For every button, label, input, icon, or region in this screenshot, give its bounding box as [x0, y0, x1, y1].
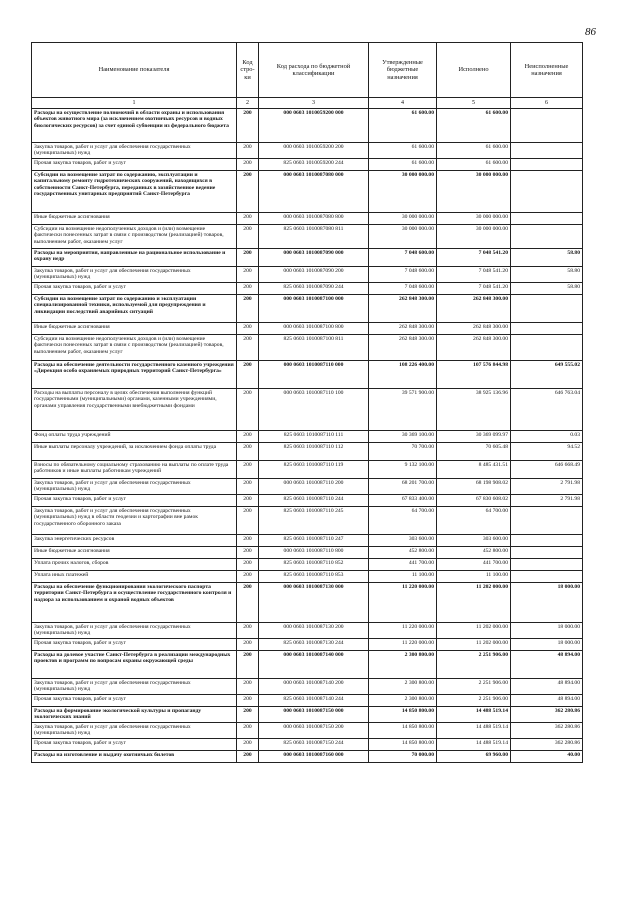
- table-body: [32, 109, 583, 763]
- table-row: [32, 267, 583, 283]
- row-line-code-cell: 200: [237, 507, 259, 535]
- col-number: 3: [259, 98, 369, 109]
- row-approved-cell: 2 300 800.00: [369, 695, 437, 707]
- row-line-code-cell: 200: [237, 283, 259, 295]
- row-executed-cell: 11 202 000.00: [437, 583, 511, 623]
- row-approved-cell: 30 000 000.00: [369, 225, 437, 249]
- row-remaining-cell: [511, 143, 583, 159]
- row-name-cell: Расходы на мероприятия, направленные на рациональное использование и охрану недр: [32, 249, 237, 267]
- row-name-cell: Иные выплаты персоналу учреждений, за исключением фонда оплаты труда: [32, 443, 237, 461]
- row-budget-code-cell: 000 0603 1010087130 200: [259, 623, 369, 639]
- row-name-cell: Прочая закупка товаров, работ и услуг: [32, 495, 237, 507]
- row-executed-cell: 38 925 136.96: [437, 389, 511, 431]
- row-remaining-cell: 646 668.49: [511, 461, 583, 479]
- row-approved-cell: 30 000 000.00: [369, 171, 437, 213]
- row-line-code-cell: 200: [237, 109, 259, 143]
- header-line: Код стро- ки: [237, 43, 259, 98]
- row-approved-cell: 11 220 000.00: [369, 583, 437, 623]
- table-row: [32, 639, 583, 651]
- table-row: [32, 739, 583, 751]
- row-line-code-cell: 200: [237, 651, 259, 679]
- row-line-code-cell: 200: [237, 479, 259, 495]
- row-remaining-cell: [511, 171, 583, 213]
- header-executed: Исполнено: [437, 43, 511, 98]
- row-approved-cell: 452 800.00: [369, 547, 437, 559]
- row-executed-cell: 14 488 519.14: [437, 739, 511, 751]
- row-approved-cell: 61 600.00: [369, 143, 437, 159]
- row-budget-code-cell: 000 0603 1010087080 800: [259, 213, 369, 225]
- row-remaining-cell: [511, 295, 583, 323]
- row-budget-code-cell: 000 0603 1010087100 000: [259, 295, 369, 323]
- row-remaining-cell: 362 280.86: [511, 707, 583, 723]
- row-budget-code-cell: 825 0603 1010087140 244: [259, 695, 369, 707]
- row-name-cell: Расходы на осуществление полномочий в области охраны и использования объектов животного мира (за исключением охотничьих ресурсов и водных биологических ресурсов) за счет единой субвенции из федерального бюджета: [32, 109, 237, 143]
- row-budget-code-cell: 000 0603 1010059200 000: [259, 109, 369, 143]
- row-name-cell: Прочая закупка товаров, работ и услуг: [32, 739, 237, 751]
- row-budget-code-cell: 000 0603 1010087140 200: [259, 679, 369, 695]
- row-remaining-cell: 362 280.86: [511, 723, 583, 739]
- row-approved-cell: 9 132 100.00: [369, 461, 437, 479]
- row-remaining-cell: [511, 159, 583, 171]
- row-line-code-cell: 200: [237, 361, 259, 389]
- row-remaining-cell: 58.80: [511, 267, 583, 283]
- row-name-cell: Субсидии на возмещение недополученных доходов и (или) возмещение фактически понесенных затрат в связи с производством (реализацией) товаров, выполнением работ, оказанием услуг: [32, 225, 237, 249]
- row-line-code-cell: 200: [237, 171, 259, 213]
- row-name-cell: Уплата иных платежей: [32, 571, 237, 583]
- table-row: [32, 335, 583, 361]
- row-budget-code-cell: 000 0603 1010087130 000: [259, 583, 369, 623]
- row-approved-cell: 30 369 100.00: [369, 431, 437, 443]
- row-remaining-cell: 0.03: [511, 431, 583, 443]
- row-approved-cell: 14 850 800.00: [369, 723, 437, 739]
- row-approved-cell: 262 848 300.00: [369, 323, 437, 335]
- row-executed-cell: 61 600.00: [437, 109, 511, 143]
- row-remaining-cell: [511, 547, 583, 559]
- row-name-cell: Фонд оплаты труда учреждений: [32, 431, 237, 443]
- row-name-cell: Закупка энергетических ресурсов: [32, 535, 237, 547]
- row-executed-cell: 2 251 906.00: [437, 651, 511, 679]
- table-row: [32, 213, 583, 225]
- row-line-code-cell: 200: [237, 389, 259, 431]
- row-line-code-cell: 200: [237, 225, 259, 249]
- row-line-code-cell: 200: [237, 695, 259, 707]
- table-row: [32, 361, 583, 389]
- row-budget-code-cell: 000 0603 1010087080 000: [259, 171, 369, 213]
- row-name-cell: Уплата прочих налогов, сборов: [32, 559, 237, 571]
- row-budget-code-cell: 000 0603 1010087110 000: [259, 361, 369, 389]
- row-approved-cell: 2 300 800.00: [369, 651, 437, 679]
- table-row: [32, 109, 583, 143]
- column-number-row: [32, 98, 583, 109]
- row-executed-cell: 262 848 300.00: [437, 323, 511, 335]
- row-name-cell: Прочая закупка товаров, работ и услуг: [32, 695, 237, 707]
- header-code: Код расхода по бюджетной классификации: [259, 43, 369, 98]
- row-approved-cell: 67 833 400.00: [369, 495, 437, 507]
- row-remaining-cell: [511, 213, 583, 225]
- row-name-cell: Закупка товаров, работ и услуг для обеспечения государственных (муниципальных) нужд: [32, 623, 237, 639]
- row-name-cell: Закупка товаров, работ и услуг для обеспечения государственных (муниципальных) нужд в области геодезии и картографии вне рамок государственного оборонного заказа: [32, 507, 237, 535]
- row-executed-cell: 2 251 906.00: [437, 679, 511, 695]
- row-approved-cell: 108 226 400.00: [369, 361, 437, 389]
- row-remaining-cell: [511, 507, 583, 535]
- row-executed-cell: 441 700.00: [437, 559, 511, 571]
- row-remaining-cell: 18 000.00: [511, 583, 583, 623]
- row-remaining-cell: 18 000.00: [511, 639, 583, 651]
- col-number: 1: [32, 98, 237, 109]
- row-approved-cell: 64 700.00: [369, 507, 437, 535]
- row-remaining-cell: [511, 109, 583, 143]
- table-row: [32, 651, 583, 679]
- row-line-code-cell: 200: [237, 623, 259, 639]
- row-approved-cell: 303 600.00: [369, 535, 437, 547]
- row-approved-cell: 7 048 600.00: [369, 267, 437, 283]
- row-executed-cell: 7 048 541.20: [437, 267, 511, 283]
- row-budget-code-cell: 000 0603 1010087140 000: [259, 651, 369, 679]
- table-row: [32, 431, 583, 443]
- row-remaining-cell: [511, 335, 583, 361]
- row-approved-cell: 11 100.00: [369, 571, 437, 583]
- row-name-cell: Субсидии на возмещение затрат по содержанию и эксплуатации специализированной техники, используемой для предупреждения и ликвидации последствий аварийных ситуаций: [32, 295, 237, 323]
- row-budget-code-cell: 825 0603 1010087110 111: [259, 431, 369, 443]
- table-row: [32, 583, 583, 623]
- row-remaining-cell: 18 000.00: [511, 623, 583, 639]
- row-name-cell: Расходы на выплаты персоналу в целях обеспечения выполнения функций государственными (муниципальными) органами, казенными учреждениями, органами управления государственными внебюджетными фондами: [32, 389, 237, 431]
- row-line-code-cell: 200: [237, 213, 259, 225]
- table-row: [32, 283, 583, 295]
- row-approved-cell: 441 700.00: [369, 559, 437, 571]
- row-name-cell: Иные бюджетные ассигнования: [32, 213, 237, 225]
- row-budget-code-cell: 000 0603 1010059200 200: [259, 143, 369, 159]
- table-row: [32, 225, 583, 249]
- row-executed-cell: 7 048 541.20: [437, 249, 511, 267]
- row-budget-code-cell: 000 0603 1010087110 200: [259, 479, 369, 495]
- row-remaining-cell: 362 280.86: [511, 739, 583, 751]
- row-line-code-cell: 200: [237, 707, 259, 723]
- col-number: 5: [437, 98, 511, 109]
- row-budget-code-cell: 825 0603 1010087080 811: [259, 225, 369, 249]
- table-row: [32, 495, 583, 507]
- row-line-code-cell: 200: [237, 323, 259, 335]
- row-name-cell: Прочая закупка товаров, работ и услуг: [32, 283, 237, 295]
- table-row: [32, 723, 583, 739]
- row-budget-code-cell: 825 0603 1010059200 244: [259, 159, 369, 171]
- row-line-code-cell: 200: [237, 249, 259, 267]
- row-budget-code-cell: 825 0603 1010087110 119: [259, 461, 369, 479]
- row-budget-code-cell: 825 0603 1010087090 244: [259, 283, 369, 295]
- row-approved-cell: 61 600.00: [369, 159, 437, 171]
- row-budget-code-cell: 000 0603 1010087150 200: [259, 723, 369, 739]
- row-remaining-cell: [511, 559, 583, 571]
- table-row: [32, 171, 583, 213]
- row-line-code-cell: 200: [237, 739, 259, 751]
- row-executed-cell: 30 000 000.00: [437, 225, 511, 249]
- table-row: [32, 249, 583, 267]
- row-name-cell: Закупка товаров, работ и услуг для обеспечения государственных (муниципальных) нужд: [32, 679, 237, 695]
- row-name-cell: Закупка товаров, работ и услуг для обеспечения государственных (муниципальных) нужд: [32, 267, 237, 283]
- row-approved-cell: 7 048 600.00: [369, 249, 437, 267]
- row-remaining-cell: 58.80: [511, 249, 583, 267]
- row-remaining-cell: 646 763.04: [511, 389, 583, 431]
- row-name-cell: Расходы на обеспечение функционирования экологического паспорта территории Санкт-Петербурга и осуществление государственного контроля и надзора за использованием и охраной водных объектов: [32, 583, 237, 623]
- table-row: [32, 695, 583, 707]
- row-line-code-cell: 200: [237, 431, 259, 443]
- row-budget-code-cell: 000 0603 1010087090 000: [259, 249, 369, 267]
- header-name: Наименование показателя: [32, 43, 237, 98]
- row-approved-cell: 262 848 300.00: [369, 295, 437, 323]
- row-executed-cell: 11 100.00: [437, 571, 511, 583]
- row-line-code-cell: 200: [237, 443, 259, 461]
- row-remaining-cell: [511, 225, 583, 249]
- row-line-code-cell: 200: [237, 335, 259, 361]
- row-executed-cell: 68 198 908.02: [437, 479, 511, 495]
- row-executed-cell: 262 848 300.00: [437, 335, 511, 361]
- row-line-code-cell: 200: [237, 723, 259, 739]
- row-name-cell: Закупка товаров, работ и услуг для обеспечения государственных (муниципальных) нужд: [32, 723, 237, 739]
- row-name-cell: Закупка товаров, работ и услуг для обеспечения государственных (муниципальных) нужд: [32, 143, 237, 159]
- row-approved-cell: 11 220 000.00: [369, 623, 437, 639]
- table-row: [32, 443, 583, 461]
- row-executed-cell: 30 000 000.00: [437, 213, 511, 225]
- row-remaining-cell: 649 555.02: [511, 361, 583, 389]
- row-name-cell: Взносы по обязательному социальному страхованию на выплаты по оплате труда работников и иные выплаты работникам учреждений: [32, 461, 237, 479]
- page-number: 86: [585, 26, 596, 38]
- table-row: [32, 389, 583, 431]
- row-line-code-cell: 200: [237, 143, 259, 159]
- table-row: [32, 571, 583, 583]
- row-remaining-cell: 94.52: [511, 443, 583, 461]
- row-budget-code-cell: 825 0603 1010087110 112: [259, 443, 369, 461]
- table-row: [32, 679, 583, 695]
- row-line-code-cell: 200: [237, 583, 259, 623]
- row-name-cell: Субсидии на возмещение недополученных доходов и (или) возмещение фактически понесенных затрат в связи с производством (реализацией) товаров, выполнением работ, оказанием услуг: [32, 335, 237, 361]
- row-executed-cell: 69 960.00: [437, 751, 511, 763]
- row-approved-cell: 68 201 700.00: [369, 479, 437, 495]
- row-budget-code-cell: 825 0603 1010087130 244: [259, 639, 369, 651]
- row-remaining-cell: 58.80: [511, 283, 583, 295]
- row-line-code-cell: 200: [237, 751, 259, 763]
- row-remaining-cell: 2 791.98: [511, 495, 583, 507]
- row-line-code-cell: 200: [237, 547, 259, 559]
- row-name-cell: Иные бюджетные ассигнования: [32, 547, 237, 559]
- row-executed-cell: 70 605.48: [437, 443, 511, 461]
- row-executed-cell: 61 600.00: [437, 159, 511, 171]
- row-remaining-cell: [511, 535, 583, 547]
- row-approved-cell: 11 220 000.00: [369, 639, 437, 651]
- row-budget-code-cell: 825 0603 1010087110 247: [259, 535, 369, 547]
- row-budget-code-cell: 000 0603 1010087110 100: [259, 389, 369, 431]
- col-number: 6: [511, 98, 583, 109]
- row-budget-code-cell: 000 0603 1010087090 200: [259, 267, 369, 283]
- row-executed-cell: 61 600.00: [437, 143, 511, 159]
- row-budget-code-cell: 825 0603 1010087110 853: [259, 571, 369, 583]
- row-executed-cell: 8 485 431.51: [437, 461, 511, 479]
- row-executed-cell: 303 600.00: [437, 535, 511, 547]
- row-executed-cell: 11 202 000.00: [437, 623, 511, 639]
- table-row: [32, 535, 583, 547]
- row-approved-cell: 70 000.00: [369, 751, 437, 763]
- row-executed-cell: 11 202 000.00: [437, 639, 511, 651]
- row-line-code-cell: 200: [237, 495, 259, 507]
- row-remaining-cell: 48 894.00: [511, 679, 583, 695]
- row-line-code-cell: 200: [237, 295, 259, 323]
- table-row: [32, 507, 583, 535]
- row-approved-cell: 2 300 800.00: [369, 679, 437, 695]
- table-row: [32, 461, 583, 479]
- row-executed-cell: 107 576 844.98: [437, 361, 511, 389]
- row-executed-cell: 452 800.00: [437, 547, 511, 559]
- row-line-code-cell: 200: [237, 267, 259, 283]
- row-approved-cell: 39 571 900.00: [369, 389, 437, 431]
- row-remaining-cell: [511, 323, 583, 335]
- row-executed-cell: 30 369 099.97: [437, 431, 511, 443]
- row-name-cell: Прочая закупка товаров, работ и услуг: [32, 159, 237, 171]
- table-row: [32, 323, 583, 335]
- row-approved-cell: 70 700.00: [369, 443, 437, 461]
- row-name-cell: Субсидии на возмещение затрат по содержанию, эксплуатации и капитальному ремонту гидротехнических сооружений, находящихся в собственности Санкт-Петербурга, переданных в хозяйственное ведение государственных унитарных предприятий Санкт-Петербурга: [32, 171, 237, 213]
- row-executed-cell: 14 488 519.14: [437, 707, 511, 723]
- row-executed-cell: 262 848 300.00: [437, 295, 511, 323]
- row-budget-code-cell: 825 0603 1010087150 244: [259, 739, 369, 751]
- col-number: 2: [237, 98, 259, 109]
- table-row: [32, 559, 583, 571]
- table-row: [32, 479, 583, 495]
- row-budget-code-cell: 000 0603 1010087110 800: [259, 547, 369, 559]
- header-remaining: Неисполненные назначения: [511, 43, 583, 98]
- row-executed-cell: 67 830 608.02: [437, 495, 511, 507]
- row-name-cell: Расходы на изготовление и выдачу охотничьих билетов: [32, 751, 237, 763]
- row-approved-cell: 61 600.00: [369, 109, 437, 143]
- header-approved: Утвержденные бюджетные назначения: [369, 43, 437, 98]
- budget-table: [31, 42, 583, 763]
- row-name-cell: Расходы на обеспечение деятельности государственного казенного учреждения «Дирекция особо охраняемых природных территорий Санкт-Петербурга»: [32, 361, 237, 389]
- row-executed-cell: 64 700.00: [437, 507, 511, 535]
- table-row: [32, 143, 583, 159]
- row-budget-code-cell: 825 0603 1010087110 244: [259, 495, 369, 507]
- row-budget-code-cell: 825 0603 1010087110 245: [259, 507, 369, 535]
- row-executed-cell: 30 000 000.00: [437, 171, 511, 213]
- row-name-cell: Расходы на формирование экологической культуры и пропаганду экологических знаний: [32, 707, 237, 723]
- table-row: [32, 547, 583, 559]
- row-budget-code-cell: 000 0603 1010087100 800: [259, 323, 369, 335]
- row-name-cell: Иные бюджетные ассигнования: [32, 323, 237, 335]
- row-approved-cell: 14 850 800.00: [369, 707, 437, 723]
- row-line-code-cell: 200: [237, 679, 259, 695]
- row-remaining-cell: 40.00: [511, 751, 583, 763]
- col-number: 4: [369, 98, 437, 109]
- row-executed-cell: 7 048 541.20: [437, 283, 511, 295]
- row-name-cell: Прочая закупка товаров, работ и услуг: [32, 639, 237, 651]
- row-remaining-cell: 48 894.00: [511, 695, 583, 707]
- header-row: [32, 43, 583, 98]
- row-line-code-cell: 200: [237, 571, 259, 583]
- table-row: [32, 707, 583, 723]
- table-row: [32, 623, 583, 639]
- row-budget-code-cell: 000 0603 1010087160 000: [259, 751, 369, 763]
- table-row: [32, 751, 583, 763]
- row-executed-cell: 14 488 519.14: [437, 723, 511, 739]
- row-budget-code-cell: 825 0603 1010087100 811: [259, 335, 369, 361]
- row-approved-cell: 30 000 000.00: [369, 213, 437, 225]
- row-name-cell: Расходы на долевое участие Санкт-Петербурга в реализации международных проектов и программ по вопросам охраны окружающей среды: [32, 651, 237, 679]
- row-line-code-cell: 200: [237, 461, 259, 479]
- table-row: [32, 295, 583, 323]
- row-approved-cell: 14 850 800.00: [369, 739, 437, 751]
- row-line-code-cell: 200: [237, 559, 259, 571]
- row-remaining-cell: 2 791.98: [511, 479, 583, 495]
- row-approved-cell: 7 048 600.00: [369, 283, 437, 295]
- row-budget-code-cell: 000 0603 1010087150 000: [259, 707, 369, 723]
- row-remaining-cell: [511, 571, 583, 583]
- row-line-code-cell: 200: [237, 639, 259, 651]
- row-line-code-cell: 200: [237, 535, 259, 547]
- table-row: [32, 159, 583, 171]
- row-approved-cell: 262 848 300.00: [369, 335, 437, 361]
- row-remaining-cell: 48 894.00: [511, 651, 583, 679]
- row-budget-code-cell: 825 0603 1010087110 852: [259, 559, 369, 571]
- row-name-cell: Закупка товаров, работ и услуг для обеспечения государственных (муниципальных) нужд: [32, 479, 237, 495]
- row-line-code-cell: 200: [237, 159, 259, 171]
- row-executed-cell: 2 251 906.00: [437, 695, 511, 707]
